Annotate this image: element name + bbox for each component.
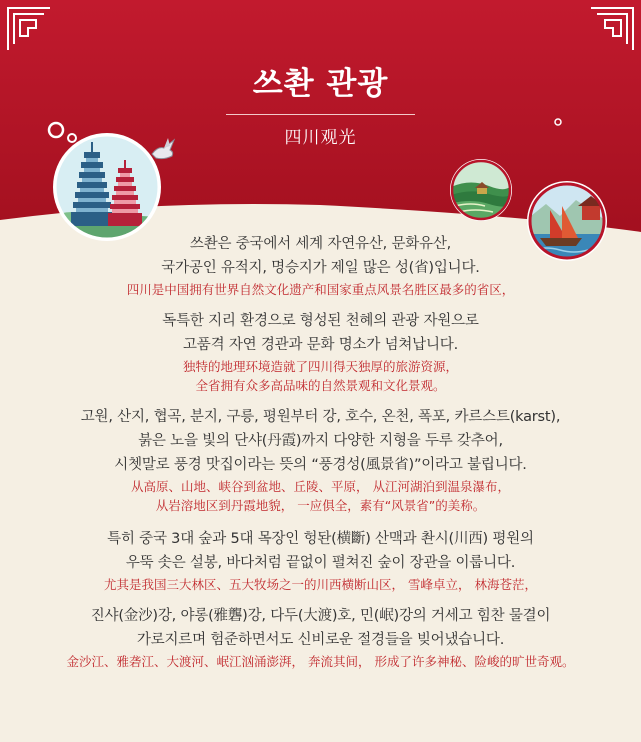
chinese-line: 尤其是我国三大林区、五大牧场之一的川西横断山区， 雪峰卓立， 林海苍茫， [104,577,537,592]
korean-line: 고원, 산지, 협곡, 분지, 구릉, 평원부터 강, 호수, 온천, 폭포, 카르스트(karst), [80,409,561,425]
chinese-line: 金沙江、雅砻江、大渡河、岷江汹涌澎湃， 奔流其间， 形成了许多神秘、险峻的旷世奇观。 [66,654,575,669]
chinese-line: 独特的地理环境造就了四川得天独厚的旅游资源， [182,359,458,374]
chinese-line: 从高原、山地、峡谷到盆地、丘陵、平原， 从江河湖泊到温泉瀑布， [131,479,510,494]
chinese-line: 全省拥有众多高品味的自然景观和文化景观。 [195,378,446,393]
paragraph-5 [20,604,621,671]
title-divider [226,114,415,115]
paragraph-1 [20,232,621,299]
korean-line: 붉은 노을 빛의 단샤(丹霞)까지 다양한 지형을 두루 갖추어, [138,433,503,449]
corner-ornament-icon [589,6,635,52]
content [20,232,621,685]
korean-line: 가로지르며 험준하면서도 신비로운 절경들을 빚어냈습니다. [136,632,505,648]
korean-line: 우뚝 솟은 설봉, 바다처럼 끝없이 펼쳐진 숲이 장관을 이룹니다. [125,555,516,571]
chinese-line: 从岩溶地区到丹霞地貌， 一应俱全，素有“风景省”的美称。 [155,498,486,513]
paragraph-2 [20,309,621,395]
korean-line: 진샤(金沙)강, 야롱(雅礱)강, 다두(大渡)호, 민(岷)강의 거세고 힘찬 물결이 [90,608,551,624]
page-subtitle: 四川观光 [284,128,357,148]
decorative-dots [548,112,578,132]
chinese-line: 四川是中国拥有世界自然文化遗产和国家重点风景名胜区最多的省区， [126,282,515,297]
korean-line: 고품격 자연 경관과 문화 명소가 넘쳐납니다. [183,337,458,353]
paragraph-3 [20,405,621,515]
page-title: 쓰촨 관광 [252,66,389,102]
rice-terrace-icon [449,158,513,222]
korean-line: 특히 중국 3대 숲과 5대 목장인 헝돤(横斷) 산맥과 촨시(川西) 평원의 [107,531,534,547]
paragraph-4 [20,527,621,594]
pagoda-towers-icon [52,132,162,242]
korean-line: 국가공인 유적지, 명승지가 제일 많은 성(省)입니다. [161,260,480,276]
korean-line: 독특한 지리 환경으로 형성된 천혜의 관광 자원으로 [162,313,479,329]
corner-ornament-icon [6,6,52,52]
korean-line: 쓰촨은 중국에서 세계 자연유산, 문화유산, [189,236,452,252]
korean-line: 시쳇말로 풍경 맛집이라는 뜻의 “풍경성(風景省)”이라고 불립니다. [114,457,527,473]
